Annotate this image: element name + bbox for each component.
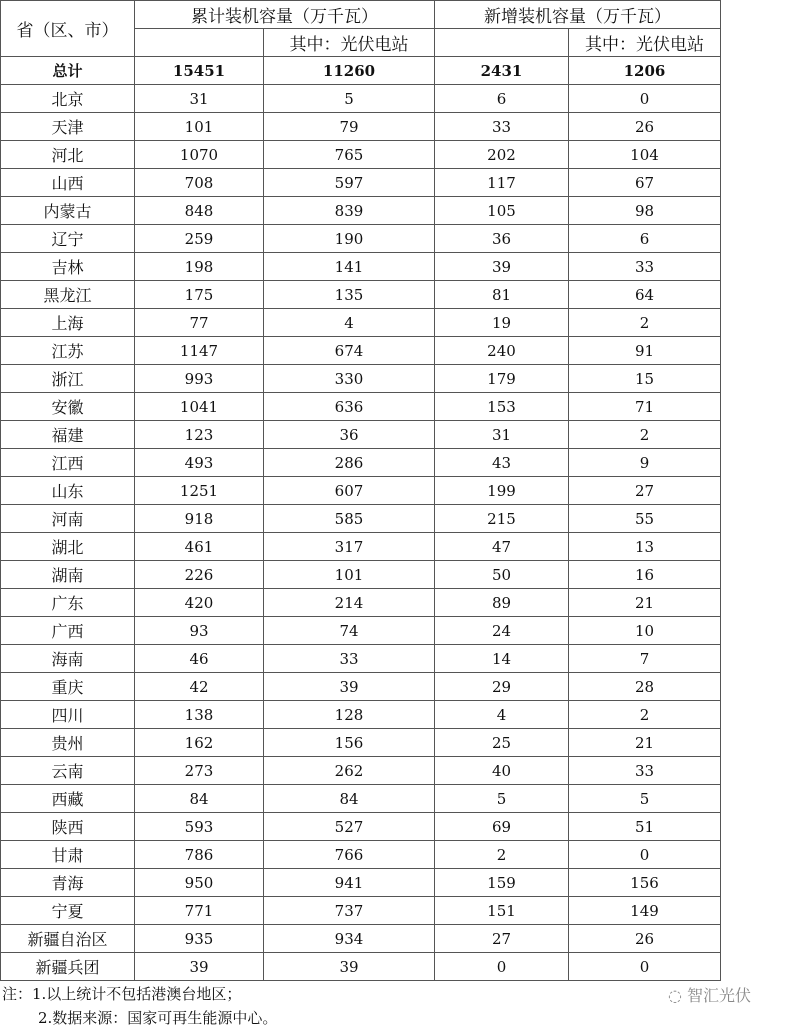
cell: 47 xyxy=(435,533,569,561)
cell: 39 xyxy=(135,953,264,981)
table-row xyxy=(1,141,721,169)
cell: 9 xyxy=(569,449,721,477)
cell: 31 xyxy=(435,421,569,449)
cell: 202 xyxy=(435,141,569,169)
cell: 708 xyxy=(135,169,264,197)
cell: 33 xyxy=(569,253,721,281)
cell: 918 xyxy=(135,505,264,533)
province-name: 安徽 xyxy=(1,393,135,421)
cell: 27 xyxy=(435,925,569,953)
cell: 84 xyxy=(264,785,435,813)
cell: 11260 xyxy=(264,57,435,85)
province-name: 青海 xyxy=(1,869,135,897)
cell: 585 xyxy=(264,505,435,533)
cell: 771 xyxy=(135,897,264,925)
cell: 2431 xyxy=(435,57,569,85)
table-row xyxy=(1,477,721,505)
header-pv-cumulative: 其中：光伏电站 xyxy=(264,29,435,57)
cell: 36 xyxy=(435,225,569,253)
cell: 149 xyxy=(569,897,721,925)
cell: 993 xyxy=(135,365,264,393)
header-province: 省（区、市） xyxy=(1,1,135,57)
cell: 848 xyxy=(135,197,264,225)
table-row xyxy=(1,757,721,785)
province-name: 河北 xyxy=(1,141,135,169)
cell: 493 xyxy=(135,449,264,477)
cell: 2 xyxy=(569,421,721,449)
cell: 527 xyxy=(264,813,435,841)
cell: 77 xyxy=(135,309,264,337)
cell: 156 xyxy=(264,729,435,757)
cell: 101 xyxy=(264,561,435,589)
cell: 198 xyxy=(135,253,264,281)
cell: 31 xyxy=(135,85,264,113)
table-row xyxy=(1,253,721,281)
province-name: 重庆 xyxy=(1,673,135,701)
cell: 39 xyxy=(435,253,569,281)
cell: 1147 xyxy=(135,337,264,365)
table-row xyxy=(1,169,721,197)
cell: 935 xyxy=(135,925,264,953)
note-2: 2.数据来源：国家可再生能源中心。 xyxy=(38,1009,278,1027)
cell: 33 xyxy=(264,645,435,673)
cell: 950 xyxy=(135,869,264,897)
cell: 50 xyxy=(435,561,569,589)
province-name: 天津 xyxy=(1,113,135,141)
cell: 0 xyxy=(569,953,721,981)
cell: 2 xyxy=(569,701,721,729)
header-blank xyxy=(135,29,264,57)
table-row xyxy=(1,225,721,253)
cell: 1070 xyxy=(135,141,264,169)
note-1: 注：1.以上统计不包括港澳台地区； xyxy=(2,985,242,1003)
cell: 81 xyxy=(435,281,569,309)
cell: 15451 xyxy=(135,57,264,85)
table-row xyxy=(1,505,721,533)
table-row xyxy=(1,701,721,729)
notes xyxy=(2,982,277,1030)
cell: 36 xyxy=(264,421,435,449)
cell: 98 xyxy=(569,197,721,225)
province-name: 吉林 xyxy=(1,253,135,281)
province-name: 湖南 xyxy=(1,561,135,589)
cell: 737 xyxy=(264,897,435,925)
table-row xyxy=(1,281,721,309)
province-name: 江西 xyxy=(1,449,135,477)
cell: 330 xyxy=(264,365,435,393)
cell: 593 xyxy=(135,813,264,841)
cell: 14 xyxy=(435,645,569,673)
cell: 941 xyxy=(264,869,435,897)
cell: 84 xyxy=(135,785,264,813)
province-name: 河南 xyxy=(1,505,135,533)
province-name: 西藏 xyxy=(1,785,135,813)
cell: 7 xyxy=(569,645,721,673)
cell: 51 xyxy=(569,813,721,841)
cell: 5 xyxy=(569,785,721,813)
cell: 93 xyxy=(135,617,264,645)
cell: 69 xyxy=(435,813,569,841)
cell: 162 xyxy=(135,729,264,757)
cell: 156 xyxy=(569,869,721,897)
table-row xyxy=(1,953,721,981)
province-name: 山西 xyxy=(1,169,135,197)
cell: 0 xyxy=(569,85,721,113)
table-row xyxy=(1,393,721,421)
cell: 240 xyxy=(435,337,569,365)
province-name: 浙江 xyxy=(1,365,135,393)
province-name: 福建 xyxy=(1,421,135,449)
cell: 1041 xyxy=(135,393,264,421)
cell: 607 xyxy=(264,477,435,505)
cell: 43 xyxy=(435,449,569,477)
cell: 128 xyxy=(264,701,435,729)
cell: 151 xyxy=(435,897,569,925)
cell: 0 xyxy=(569,841,721,869)
cell: 74 xyxy=(264,617,435,645)
cell: 71 xyxy=(569,393,721,421)
table-row xyxy=(1,729,721,757)
cell: 4 xyxy=(435,701,569,729)
province-name: 山东 xyxy=(1,477,135,505)
cell: 0 xyxy=(435,953,569,981)
cell: 24 xyxy=(435,617,569,645)
table-row xyxy=(1,925,721,953)
cell: 226 xyxy=(135,561,264,589)
cell: 10 xyxy=(569,617,721,645)
cell: 159 xyxy=(435,869,569,897)
cell: 64 xyxy=(569,281,721,309)
table-row xyxy=(1,561,721,589)
cell: 2 xyxy=(435,841,569,869)
cell: 5 xyxy=(264,85,435,113)
province-name: 四川 xyxy=(1,701,135,729)
table-row xyxy=(1,897,721,925)
table-row xyxy=(1,337,721,365)
table-row xyxy=(1,589,721,617)
province-name: 新疆自治区 xyxy=(1,925,135,953)
cell: 33 xyxy=(435,113,569,141)
cell: 117 xyxy=(435,169,569,197)
cell: 1251 xyxy=(135,477,264,505)
cell: 40 xyxy=(435,757,569,785)
table-row xyxy=(1,645,721,673)
province-name: 贵州 xyxy=(1,729,135,757)
cell: 26 xyxy=(569,925,721,953)
cell: 175 xyxy=(135,281,264,309)
province-name: 北京 xyxy=(1,85,135,113)
cell: 597 xyxy=(264,169,435,197)
table-row xyxy=(1,197,721,225)
cell: 1206 xyxy=(569,57,721,85)
province-name: 黑龙江 xyxy=(1,281,135,309)
cell: 13 xyxy=(569,533,721,561)
cell: 461 xyxy=(135,533,264,561)
table-row xyxy=(1,813,721,841)
cell: 273 xyxy=(135,757,264,785)
province-name: 江苏 xyxy=(1,337,135,365)
cell: 16 xyxy=(569,561,721,589)
cell: 15 xyxy=(569,365,721,393)
cell: 105 xyxy=(435,197,569,225)
cell: 141 xyxy=(264,253,435,281)
cell: 39 xyxy=(264,673,435,701)
table-row xyxy=(1,421,721,449)
cell: 25 xyxy=(435,729,569,757)
table-row xyxy=(1,617,721,645)
cell: 259 xyxy=(135,225,264,253)
cell: 420 xyxy=(135,589,264,617)
cell: 21 xyxy=(569,589,721,617)
cell: 153 xyxy=(435,393,569,421)
cell: 39 xyxy=(264,953,435,981)
province-name: 辽宁 xyxy=(1,225,135,253)
province-name: 内蒙古 xyxy=(1,197,135,225)
province-name: 上海 xyxy=(1,309,135,337)
cell: 766 xyxy=(264,841,435,869)
cell: 286 xyxy=(264,449,435,477)
cell: 262 xyxy=(264,757,435,785)
province-name: 甘肃 xyxy=(1,841,135,869)
cell: 674 xyxy=(264,337,435,365)
province-name: 新疆兵团 xyxy=(1,953,135,981)
cell: 6 xyxy=(435,85,569,113)
cell: 104 xyxy=(569,141,721,169)
cell: 91 xyxy=(569,337,721,365)
cell: 89 xyxy=(435,589,569,617)
header-blank xyxy=(435,29,569,57)
cell: 138 xyxy=(135,701,264,729)
total-row xyxy=(1,57,721,85)
cell: 190 xyxy=(264,225,435,253)
province-name: 云南 xyxy=(1,757,135,785)
header-pv-added: 其中：光伏电站 xyxy=(569,29,721,57)
header-added: 新增装机容量（万千瓦） xyxy=(435,1,721,29)
cell: 214 xyxy=(264,589,435,617)
cell: 839 xyxy=(264,197,435,225)
table-row xyxy=(1,365,721,393)
header-cumulative: 累计装机容量（万千瓦） xyxy=(135,1,435,29)
watermark: ◌ 智汇光伏 xyxy=(668,986,752,1005)
table-row xyxy=(1,869,721,897)
table-row xyxy=(1,309,721,337)
cell: 199 xyxy=(435,477,569,505)
province-name: 湖北 xyxy=(1,533,135,561)
cell: 29 xyxy=(435,673,569,701)
cell: 135 xyxy=(264,281,435,309)
cell: 317 xyxy=(264,533,435,561)
cell: 6 xyxy=(569,225,721,253)
cell: 2 xyxy=(569,309,721,337)
cell: 101 xyxy=(135,113,264,141)
cell: 123 xyxy=(135,421,264,449)
cell: 19 xyxy=(435,309,569,337)
table-row xyxy=(1,113,721,141)
province-name: 广西 xyxy=(1,617,135,645)
cell: 636 xyxy=(264,393,435,421)
cell: 4 xyxy=(264,309,435,337)
table-row xyxy=(1,449,721,477)
province-name: 陕西 xyxy=(1,813,135,841)
province-name: 广东 xyxy=(1,589,135,617)
watermark-text: 智汇光伏 xyxy=(687,986,752,1005)
table-row xyxy=(1,841,721,869)
cell: 179 xyxy=(435,365,569,393)
cell: 28 xyxy=(569,673,721,701)
table-row xyxy=(1,673,721,701)
cell: 46 xyxy=(135,645,264,673)
table-row xyxy=(1,85,721,113)
cell: 67 xyxy=(569,169,721,197)
cell: 42 xyxy=(135,673,264,701)
cell: 5 xyxy=(435,785,569,813)
cell: 26 xyxy=(569,113,721,141)
cell: 55 xyxy=(569,505,721,533)
cell: 27 xyxy=(569,477,721,505)
cell: 33 xyxy=(569,757,721,785)
table-row xyxy=(1,785,721,813)
cell: 765 xyxy=(264,141,435,169)
cell: 934 xyxy=(264,925,435,953)
cell: 79 xyxy=(264,113,435,141)
province-name: 宁夏 xyxy=(1,897,135,925)
province-name: 海南 xyxy=(1,645,135,673)
cell: 786 xyxy=(135,841,264,869)
cell: 215 xyxy=(435,505,569,533)
total-label: 总计 xyxy=(1,57,135,85)
table-row xyxy=(1,533,721,561)
cell: 21 xyxy=(569,729,721,757)
